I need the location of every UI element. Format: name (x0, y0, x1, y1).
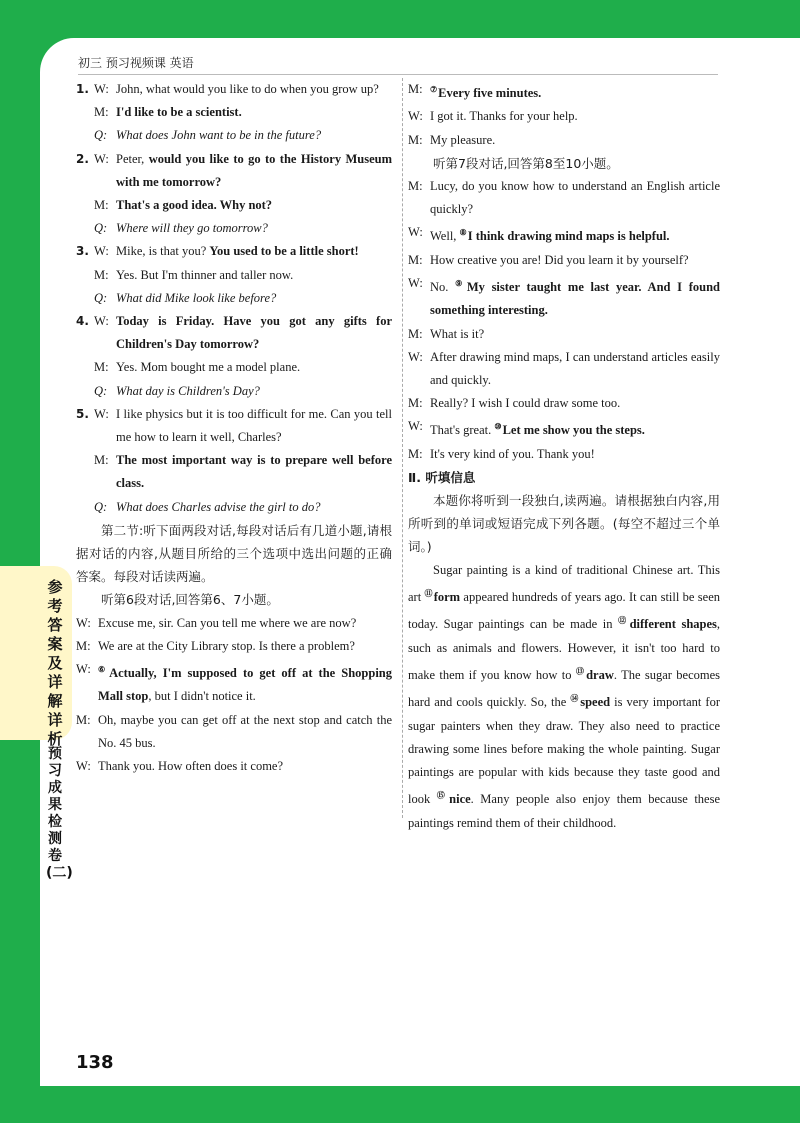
right-column (408, 78, 720, 835)
dialogue-5-line-2: M: The most important way is to prepare well before class. (94, 453, 392, 491)
header-rule (78, 74, 718, 75)
side-tab-label: 参考答案及详解详析 (47, 578, 63, 748)
section-2-instructions: 第二节:听下面两段对话,每段对话后有几道小题,请根据对话的内容,从题目所给的三个选项中选出问题的正确答案。每段对话读两遍。 (76, 522, 392, 585)
answer-13: draw (586, 667, 614, 682)
answer-12: different shapes (629, 617, 717, 632)
dialogue-3-line-2: M: Yes. But I'm thinner and taller now. (94, 267, 294, 282)
dialogue-4-line-2: M: Yes. Mom bought me a model plane. (94, 360, 301, 375)
dialogue-3-question: Q: What did Mike look like before? (94, 290, 277, 305)
answer-marker: ⑫ (618, 616, 629, 626)
conversation-7-line-6: W: After drawing mind maps, I can understand articles easily and quickly. (408, 349, 720, 387)
answer-marker: ⑬ (575, 666, 586, 676)
dialogue-4-question: Q: What day is Children's Day? (94, 383, 260, 398)
conversation-7-line-3: M: How creative you are! Did you learn it by yourself? (408, 252, 689, 267)
conversation-6-line-3: W: ⑥Actually, I'm supposed to get off at the Shopping Mall stop, but I didn't notice it. (76, 662, 392, 704)
dialogue-4-line-1: 4. W: Today is Friday. Have you got any gifts for Children's Day tomorrow? (76, 314, 392, 352)
answer-marker: ⑪ (424, 588, 433, 598)
conversation-6-line-4: M: Oh, maybe you can get off at the next stop and catch the No. 45 bus. (76, 712, 392, 750)
part-2-title: Ⅱ. 听填信息 (408, 469, 476, 485)
left-column (76, 78, 392, 778)
conversation-7-instructions: 听第7段对话,回答第8至10小题。 (433, 155, 619, 171)
dialogue-5-question: Q: What does Charles advise the girl to do? (94, 499, 321, 514)
sugar-painting-passage: Sugar painting is a kind of traditional Chinese art. This art ⑪form appeared hundreds of years ago. It can still be seen today. Sugar paintings can be made in ⑫different shapes, such as animals and flowers. However, it isn't too hard to make them if you know how to ⑬draw. The sugar becomes hard and cools quickly. So, the ⑭speed is very important for sugar painters when they draw. They also need to practice drawing some lines before making the whole painting. Sugar paintings are popular with kids because they taste good and look ⑮nice. Many people also enjoy them because these paintings remind them of their childhood. (408, 562, 721, 830)
dialogue-1-question: Q: What does John want to be in the future? (94, 128, 322, 143)
answer-marker: ⑦ (430, 85, 438, 94)
conversation-6-line-5: W: Thank you. How often does it come? (76, 759, 284, 774)
conversation-6-line-8: M: My pleasure. (408, 132, 496, 147)
dialogue-3-line-1: 3. W: Mike, is that you? You used to be a little short! (76, 244, 359, 259)
conversation-7-line-5: M: What is it? (408, 326, 485, 341)
conversation-7-line-1: M: Lucy, do you know how to understand an English article quickly? (408, 178, 720, 217)
conversation-6-line-6: M: ⑦Every five minutes. (408, 82, 542, 101)
conversation-6-instructions: 听第6段对话,回答第6、7小题。 (101, 592, 279, 608)
answer-marker: ⑧ (459, 228, 467, 238)
conversation-7-line-9: M: It's very kind of you. Thank you! (408, 446, 595, 461)
conversation-6-line-7: W: I got it. Thanks for your help. (408, 109, 578, 124)
dialogue-2-question: Q: Where will they go tomorrow? (94, 221, 268, 236)
conversation-6-line-1: W: Excuse me, sir. Can you tell me where we are now? (76, 615, 357, 630)
answer-marker: ⑩ (494, 422, 502, 432)
answer-marker: ⑨ (455, 278, 466, 288)
dialogue-5-line-1: 5. W: I like physics but it is too difficult for me. Can you tell me how to learn it well, Charles? (76, 406, 392, 445)
answer-11: form (433, 590, 461, 605)
answer-marker: ⑥ (98, 665, 109, 675)
answer-15: nice (449, 792, 471, 807)
answer-14: speed (580, 695, 611, 710)
conversation-7-line-2: W: Well, ⑧I think drawing mind maps is helpful. (408, 225, 670, 244)
dialogue-2-line-2: M: That's a good idea. Why not? (94, 198, 273, 213)
page-header: 初三 预习视频课 英语 (78, 56, 194, 70)
conversation-7-line-8: W: That's great. ⑩Let me show you the steps. (408, 419, 645, 438)
answer-marker: ⑭ (570, 694, 580, 704)
page-number: 138 (76, 1052, 114, 1073)
dialogue-1-line-2: M: I'd like to be a scientist. (94, 105, 242, 120)
answer-marker: ⑮ (436, 791, 449, 801)
side-tab-sub-label: 预习成果检测卷(二) (46, 746, 73, 881)
part-2-instructions: 本题你将听到一段独白,读两遍。请根据独白内容,用所听到的单词或短语完成下列各题。(每空不超过三个单词。) (408, 493, 720, 555)
dialogue-1-line-1: 1. W: John, what would you like to do when you grow up? (76, 82, 379, 96)
conversation-7-line-7: M: Really? I wish I could draw some too. (408, 396, 621, 411)
conversation-6-line-2: M: We are at the City Library stop. Is there a problem? (76, 638, 355, 653)
conversation-7-line-4: W: No. ⑨My sister taught me last year. And I found something interesting. (408, 275, 720, 318)
column-divider (402, 78, 403, 818)
dialogue-2-line-1: 2. W: Peter, would you like to go to the History Museum with me tomorrow? (76, 151, 392, 189)
